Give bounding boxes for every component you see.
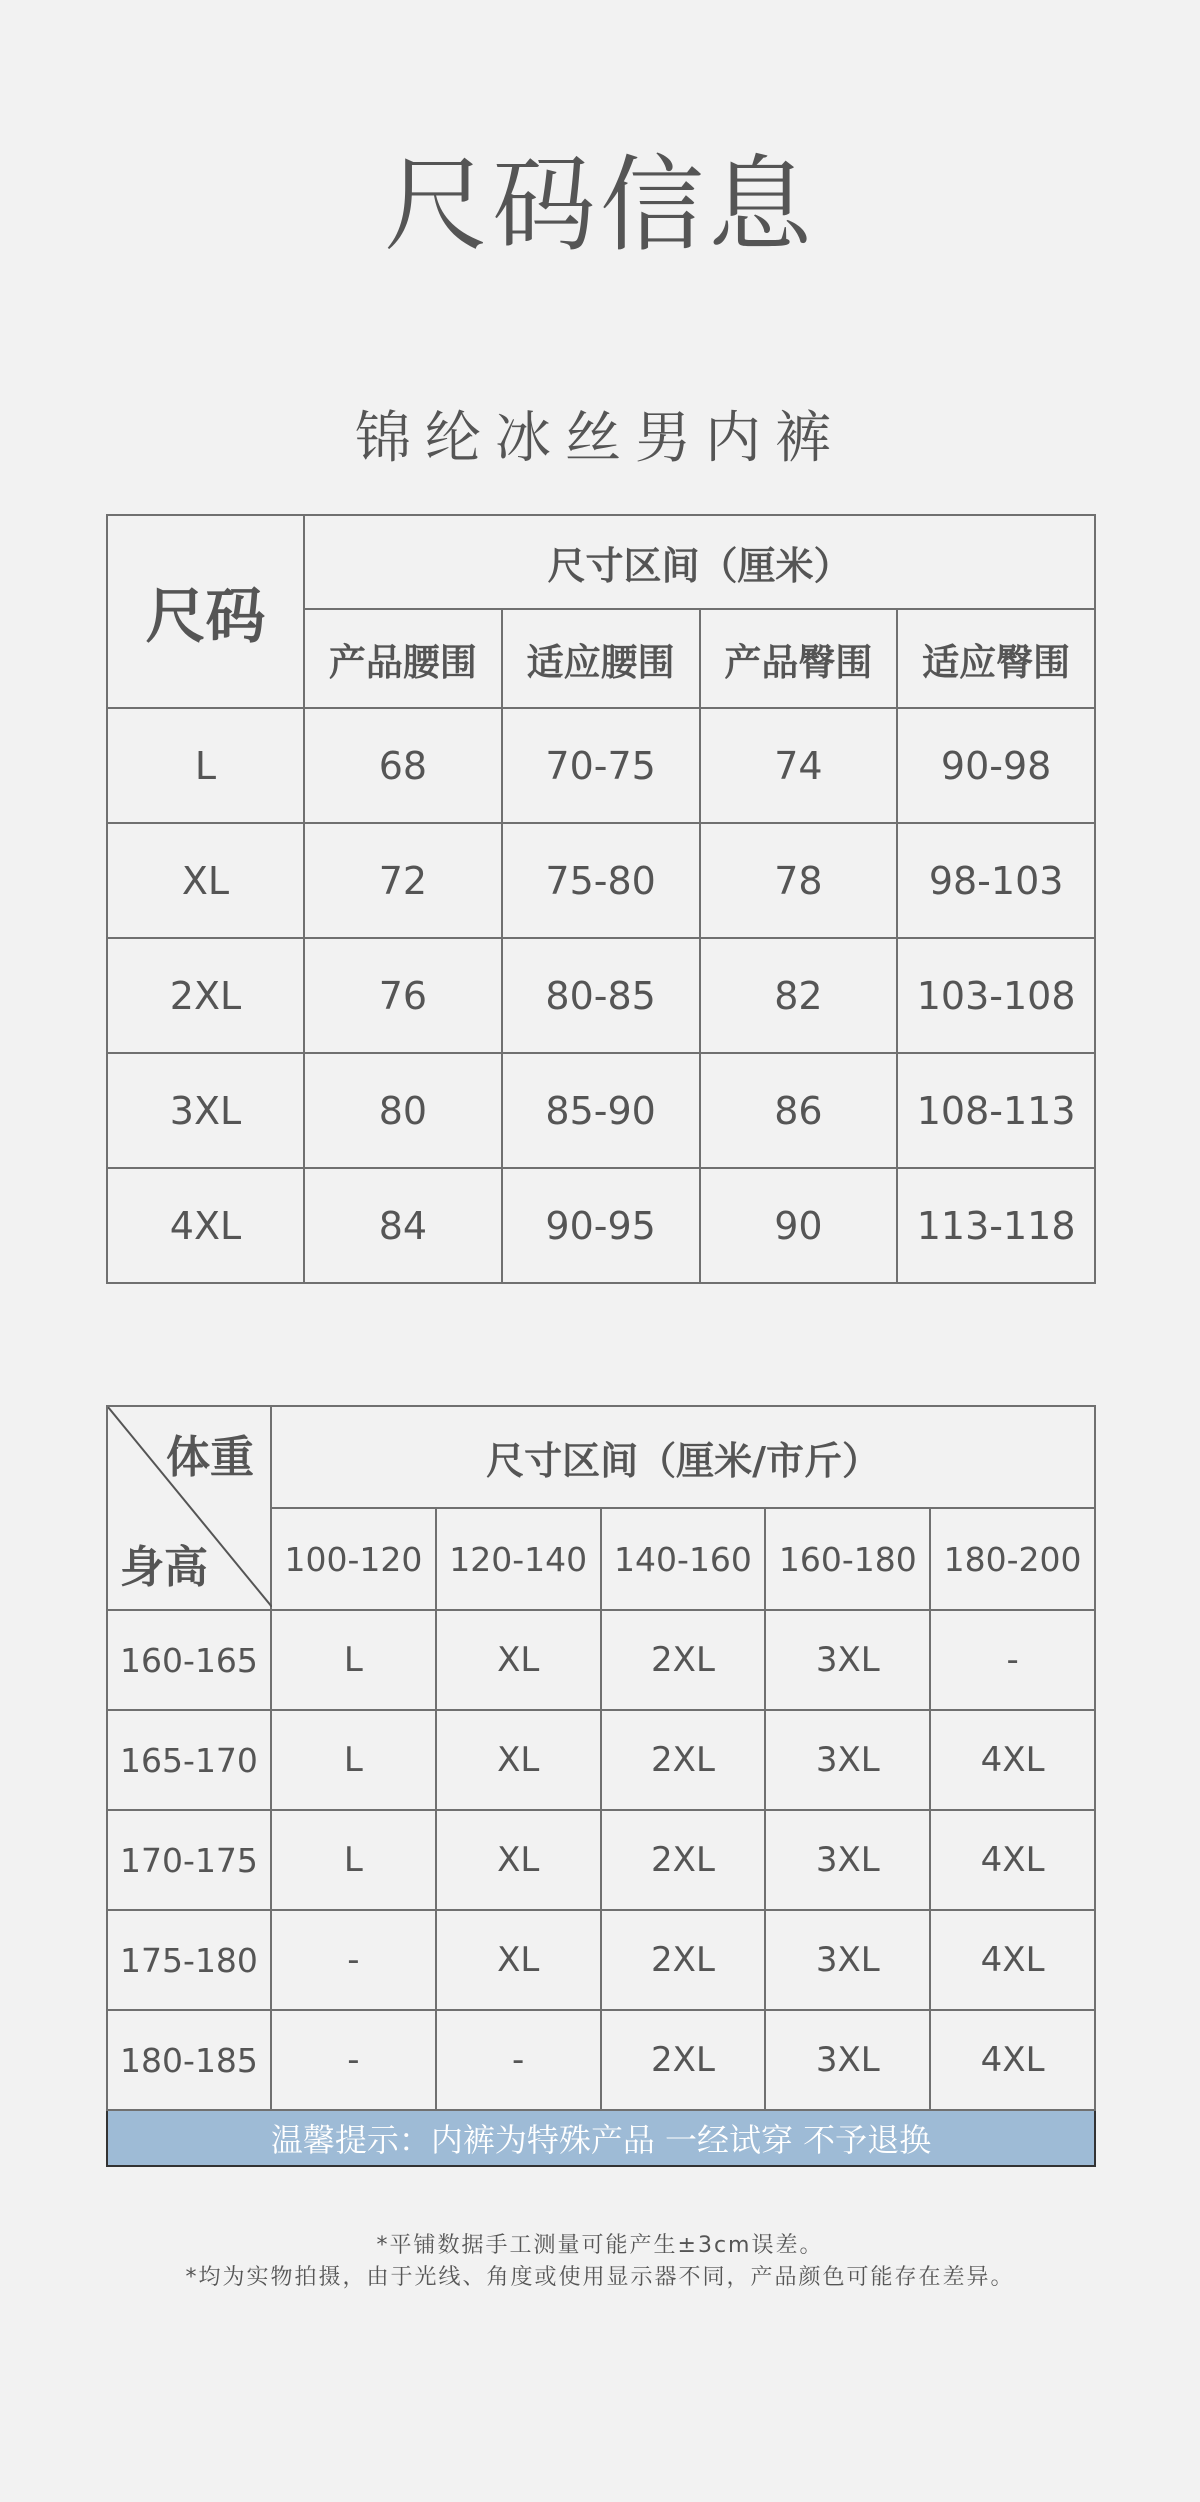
table-cell: 68 bbox=[304, 708, 502, 823]
size-label: 4XL bbox=[107, 1168, 304, 1283]
column-header: 160-180 bbox=[765, 1508, 930, 1610]
table-cell: 4XL bbox=[930, 1810, 1095, 1910]
column-header: 180-200 bbox=[930, 1508, 1095, 1610]
size-label: 3XL bbox=[107, 1053, 304, 1168]
table-cell: 108-113 bbox=[897, 1053, 1095, 1168]
table-cell: XL bbox=[436, 1910, 601, 2010]
column-header: 适应臀围 bbox=[897, 609, 1095, 708]
table-cell: - bbox=[271, 1910, 436, 2010]
table-cell: 98-103 bbox=[897, 823, 1095, 938]
table-row bbox=[107, 1168, 1095, 1283]
height-range: 165-170 bbox=[107, 1710, 271, 1810]
product-name: 锦纶冰丝男内裤 bbox=[355, 406, 845, 471]
table-cell: 4XL bbox=[930, 2010, 1095, 2110]
table-row bbox=[107, 938, 1095, 1053]
table-cell: XL bbox=[436, 1710, 601, 1810]
table-cell: - bbox=[436, 2010, 601, 2110]
table-cell: 90-98 bbox=[897, 708, 1095, 823]
column-header: 产品臀围 bbox=[700, 609, 898, 708]
table-cell: 76 bbox=[304, 938, 502, 1053]
height-range: 160-165 bbox=[107, 1610, 271, 1710]
column-header: 140-160 bbox=[601, 1508, 766, 1610]
table-cell: L bbox=[271, 1710, 436, 1810]
weight-range-header: 尺寸区间（厘米/市斤） bbox=[271, 1406, 1095, 1508]
table-cell: 113-118 bbox=[897, 1168, 1095, 1283]
table-row bbox=[107, 708, 1095, 823]
table-cell: 2XL bbox=[601, 1610, 766, 1710]
table-cell: 84 bbox=[304, 1168, 502, 1283]
table-cell: L bbox=[271, 1810, 436, 1910]
warm-tip-bar: 温馨提示：内裤为特殊产品 一经试穿 不予退换 bbox=[107, 2110, 1095, 2166]
table-cell: 4XL bbox=[930, 1910, 1095, 2010]
table-cell: 86 bbox=[700, 1053, 898, 1168]
table-cell: 4XL bbox=[930, 1710, 1095, 1810]
size-table bbox=[106, 514, 1096, 1284]
table-cell: 3XL bbox=[765, 1610, 930, 1710]
table-cell: 90 bbox=[700, 1168, 898, 1283]
table-cell: 3XL bbox=[765, 2010, 930, 2110]
table-cell: 3XL bbox=[765, 1910, 930, 2010]
height-label: 身高 bbox=[120, 1542, 208, 1593]
table-cell: 72 bbox=[304, 823, 502, 938]
weight-height-table bbox=[106, 1405, 1096, 2167]
table-row bbox=[107, 1610, 1095, 1710]
size-corner-header: 尺码 bbox=[107, 515, 304, 708]
table-cell: 103-108 bbox=[897, 938, 1095, 1053]
table-row bbox=[107, 1053, 1095, 1168]
table-cell: XL bbox=[436, 1810, 601, 1910]
table-cell: 70-75 bbox=[502, 708, 700, 823]
table-cell: 3XL bbox=[765, 1710, 930, 1810]
size-label: L bbox=[107, 708, 304, 823]
table-cell: XL bbox=[436, 1610, 601, 1710]
height-range: 175-180 bbox=[107, 1910, 271, 2010]
size-range-header: 尺寸区间（厘米） bbox=[304, 515, 1095, 609]
table-row bbox=[107, 1910, 1095, 2010]
column-header: 适应腰围 bbox=[502, 609, 700, 708]
table-cell: L bbox=[271, 1610, 436, 1710]
diagonal-corner-header bbox=[107, 1406, 271, 1610]
table-cell: 2XL bbox=[601, 1710, 766, 1810]
table-cell: - bbox=[930, 1610, 1095, 1710]
table-cell: 2XL bbox=[601, 1810, 766, 1910]
size-label: XL bbox=[107, 823, 304, 938]
table-cell: 85-90 bbox=[502, 1053, 700, 1168]
table-cell: 2XL bbox=[601, 1910, 766, 2010]
table-cell: 90-95 bbox=[502, 1168, 700, 1283]
table-cell: 80 bbox=[304, 1053, 502, 1168]
table-cell: 80-85 bbox=[502, 938, 700, 1053]
measurement-note: *平铺数据手工测量可能产生±3cm误差。 bbox=[376, 2233, 824, 2258]
column-header: 100-120 bbox=[271, 1508, 436, 1610]
table-cell: 2XL bbox=[601, 2010, 766, 2110]
height-range: 170-175 bbox=[107, 1810, 271, 1910]
weight-label: 体重 bbox=[166, 1432, 254, 1483]
table-cell: 75-80 bbox=[502, 823, 700, 938]
table-row bbox=[107, 823, 1095, 938]
table-cell: 82 bbox=[700, 938, 898, 1053]
table-cell: - bbox=[271, 2010, 436, 2110]
table-cell: 3XL bbox=[765, 1810, 930, 1910]
table-cell: 74 bbox=[700, 708, 898, 823]
table-row bbox=[107, 1810, 1095, 1910]
table-cell: 78 bbox=[700, 823, 898, 938]
table-row bbox=[107, 1710, 1095, 1810]
table-row bbox=[107, 2010, 1095, 2110]
color-note: *均为实物拍摄，由于光线、角度或使用显示器不同，产品颜色可能存在差异。 bbox=[185, 2265, 1015, 2290]
size-label: 2XL bbox=[107, 938, 304, 1053]
page-title: 尺码信息 bbox=[383, 144, 816, 266]
column-header: 120-140 bbox=[436, 1508, 601, 1610]
height-range: 180-185 bbox=[107, 2010, 271, 2110]
column-header: 产品腰围 bbox=[304, 609, 502, 708]
